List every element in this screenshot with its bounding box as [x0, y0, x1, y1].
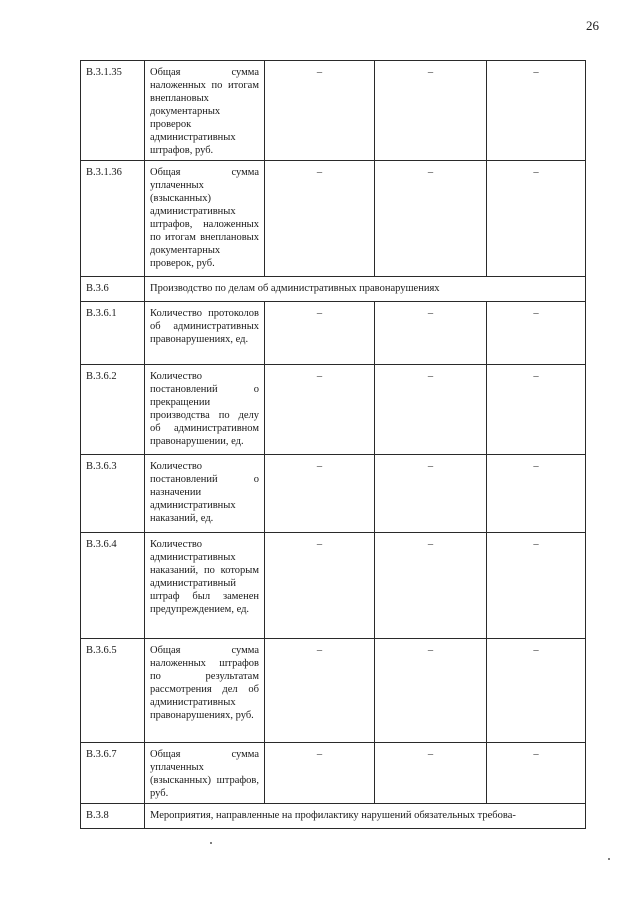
row-code: В.3.6.4 [81, 533, 145, 639]
row-description: Общая сумма наложенных штрафов по результатам рассмотрения дел об административных правонарушениях, руб. [145, 639, 265, 743]
value-cell: – [265, 161, 375, 277]
section-title: Производство по делам об административных правонарушениях [145, 277, 586, 302]
row-description: Общая сумма наложенных по итогам внеплановых документарных проверок административных штрафов, руб. [145, 61, 265, 161]
row-description: Количество протоколов об административных правонарушениях, ед. [145, 302, 265, 365]
value-cell: – [487, 365, 586, 455]
value-cell: – [487, 533, 586, 639]
value-cell: – [265, 533, 375, 639]
section-code: В.3.8 [81, 804, 145, 829]
value-cell: – [375, 61, 487, 161]
table-row [81, 533, 586, 639]
value-cell: – [487, 61, 586, 161]
section-code: В.3.6 [81, 277, 145, 302]
section-row [81, 277, 586, 302]
value-cell: – [375, 639, 487, 743]
value-cell: – [265, 743, 375, 804]
row-description: Количество административных наказаний, по которым административный штраф был заменен предупреждением, ед. [145, 533, 265, 639]
page-number: 26 [586, 18, 599, 33]
value-cell: – [487, 743, 586, 804]
row-description: Количество постановлений о прекращении производства по делу об административном правонарушении, ед. [145, 365, 265, 455]
value-cell: – [375, 743, 487, 804]
value-cell: – [375, 302, 487, 365]
value-cell: – [265, 302, 375, 365]
table-row [81, 61, 586, 161]
section-row [81, 804, 586, 829]
value-cell: – [375, 161, 487, 277]
row-code: В.3.6.3 [81, 455, 145, 533]
table-row [81, 302, 586, 365]
row-code: В.3.1.36 [81, 161, 145, 277]
value-cell: – [265, 455, 375, 533]
table-row [81, 365, 586, 455]
table-row [81, 743, 586, 804]
row-code: В.3.1.35 [81, 61, 145, 161]
value-cell: – [487, 302, 586, 365]
section-title: Мероприятия, направленные на профилактику нарушений обязательных требова- [145, 804, 586, 829]
table-row [81, 639, 586, 743]
value-cell: – [487, 455, 586, 533]
value-cell: – [265, 61, 375, 161]
row-code: В.3.6.7 [81, 743, 145, 804]
row-code: В.3.6.5 [81, 639, 145, 743]
row-description: Общая сумма уплаченных (взысканных) административных штрафов, наложенных по итогам внеплановых документарных проверок, руб. [145, 161, 265, 277]
value-cell: – [265, 365, 375, 455]
value-cell: – [487, 639, 586, 743]
value-cell: – [487, 161, 586, 277]
value-cell: – [265, 639, 375, 743]
row-code: В.3.6.2 [81, 365, 145, 455]
row-description: Общая сумма уплаченных (взысканных) штрафов, руб. [145, 743, 265, 804]
report-table [80, 60, 586, 829]
table-row [81, 455, 586, 533]
scan-speck [608, 858, 610, 860]
row-code: В.3.6.1 [81, 302, 145, 365]
value-cell: – [375, 533, 487, 639]
value-cell: – [375, 455, 487, 533]
value-cell: – [375, 365, 487, 455]
table-row [81, 161, 586, 277]
scan-speck [210, 842, 212, 844]
row-description: Количество постановлений о назначении административных наказаний, ед. [145, 455, 265, 533]
